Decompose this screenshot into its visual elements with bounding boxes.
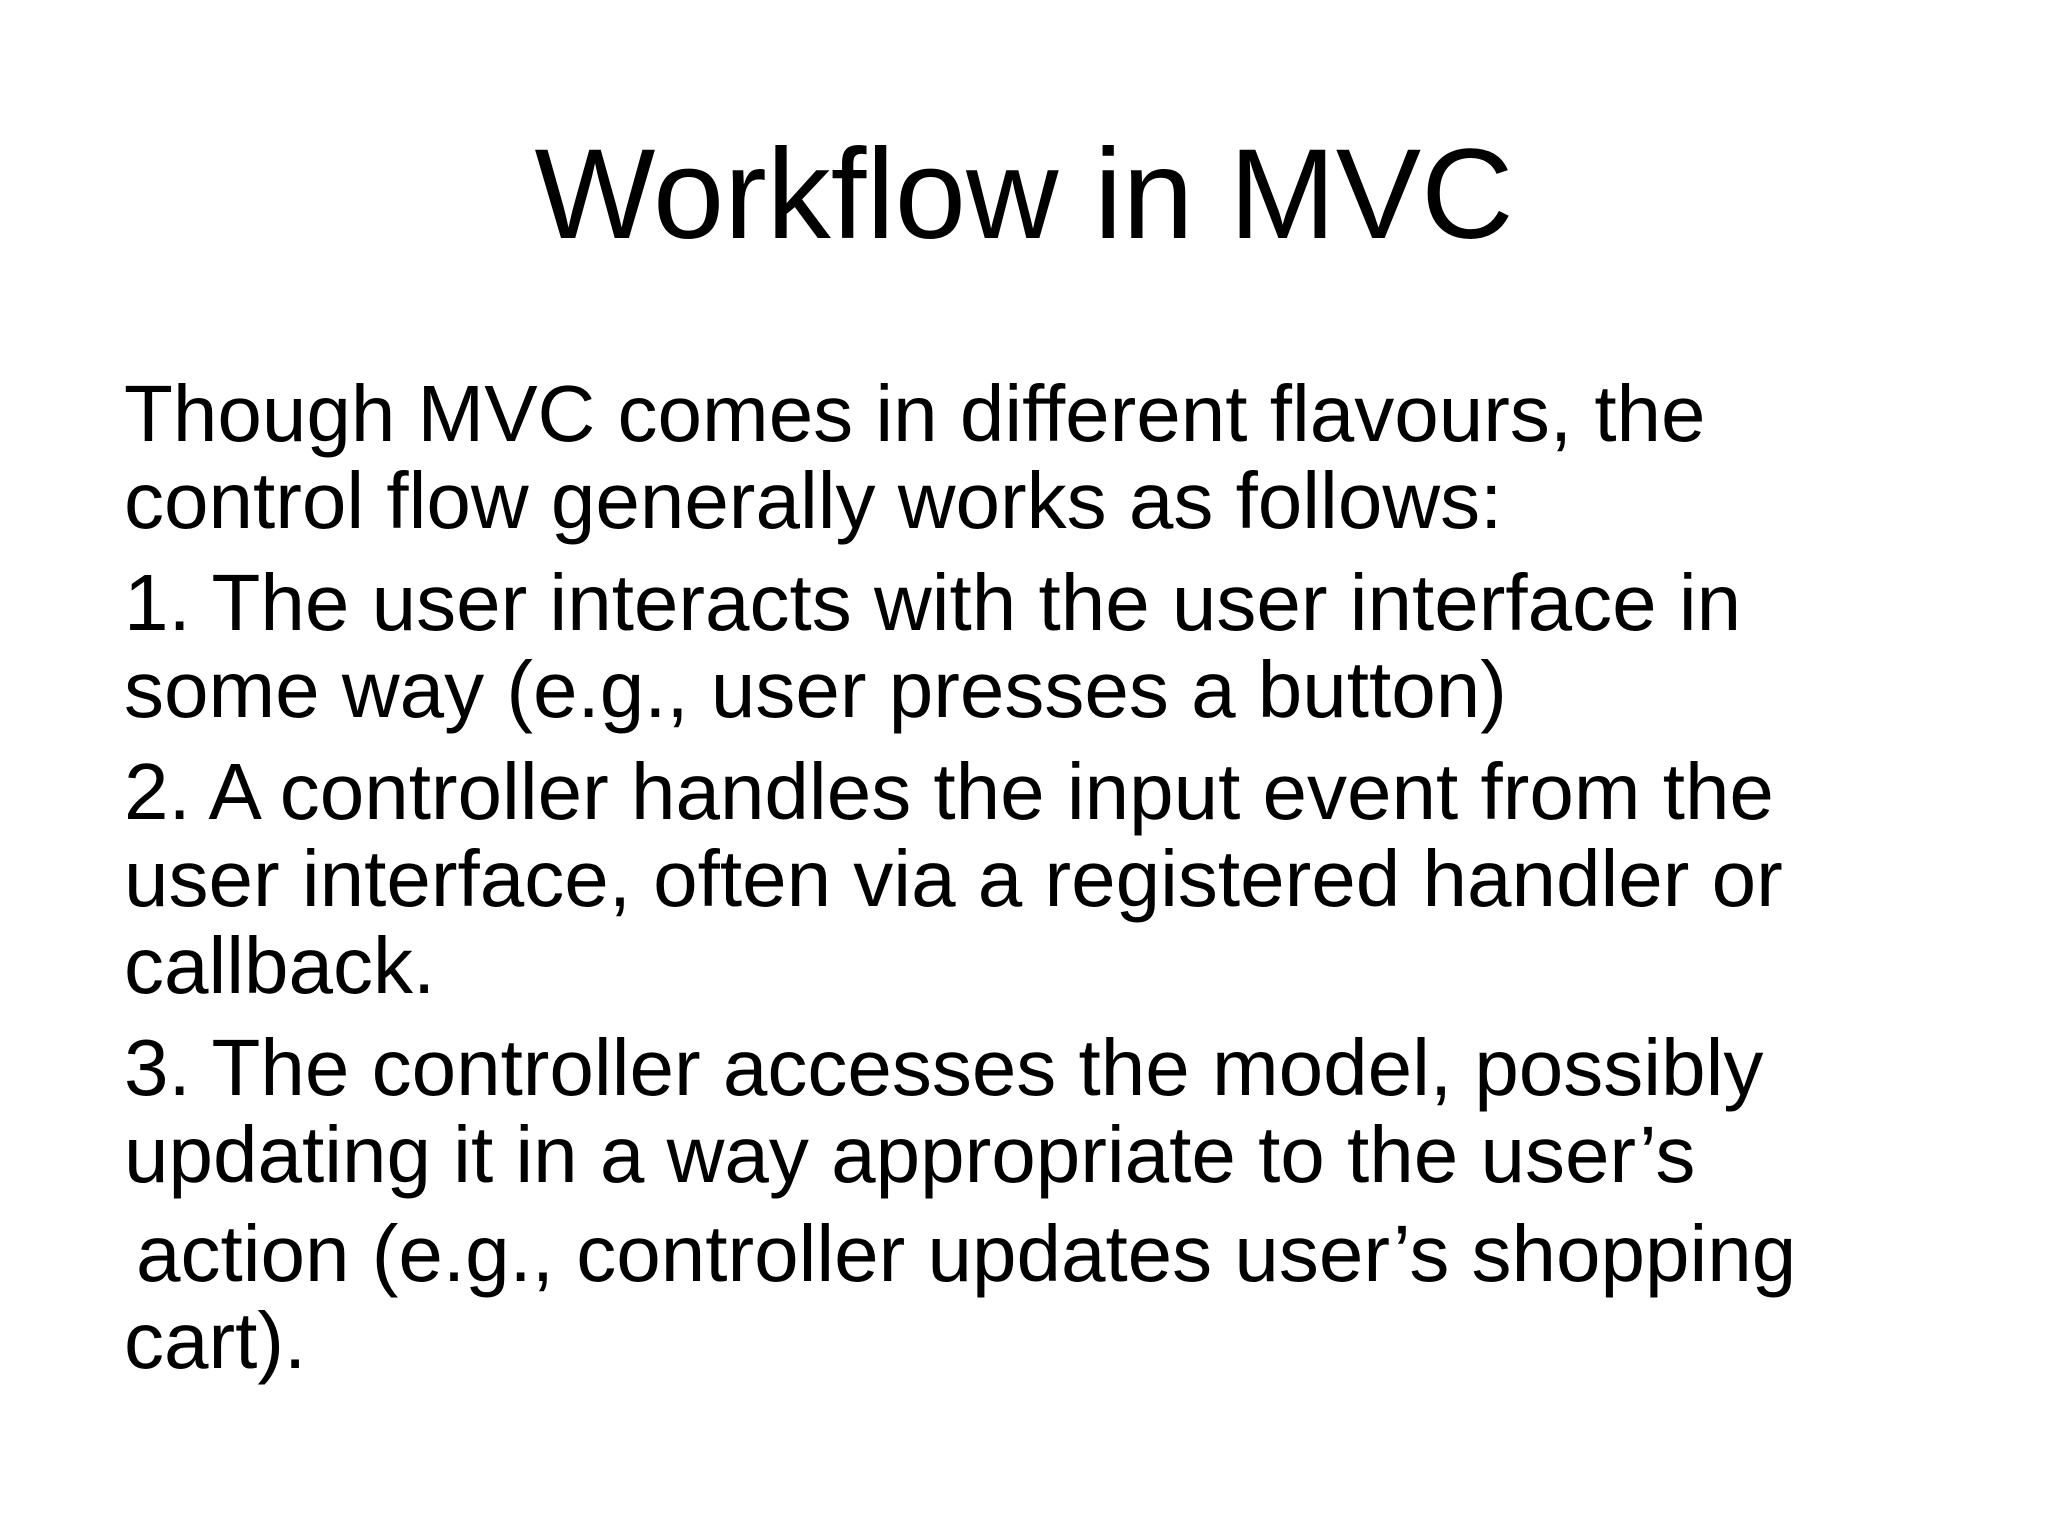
slide-title: Workflow in MVC — [534, 123, 1514, 266]
text-line: control flow generally works as follows: — [124, 456, 1503, 545]
text-line: action (e.g., controller updates user’s shopping — [136, 1209, 1797, 1298]
text-line: some way (e.g., user presses a button) — [124, 645, 1507, 734]
text-line: callback. — [124, 921, 436, 1010]
text-line: Though MVC comes in different flavours, the — [124, 369, 1706, 458]
text-line: 2. A controller handles the input event from the — [124, 747, 1774, 836]
step-2-paragraph — [124, 748, 2004, 1009]
text-line: cart). — [124, 1296, 307, 1385]
slide-body — [124, 370, 2004, 1399]
step-3-paragraph — [124, 1024, 2004, 1384]
text-line: 1. The user interacts with the user interface in — [124, 558, 1742, 647]
text-line: 3. The controller accesses the model, possibly — [124, 1023, 1764, 1112]
step-1-paragraph — [124, 559, 2004, 733]
intro-paragraph — [124, 370, 2004, 544]
text-line: updating it in a way appropriate to the user’s — [124, 1110, 1696, 1199]
text-line: user interface, often via a registered handler or — [124, 834, 1783, 923]
